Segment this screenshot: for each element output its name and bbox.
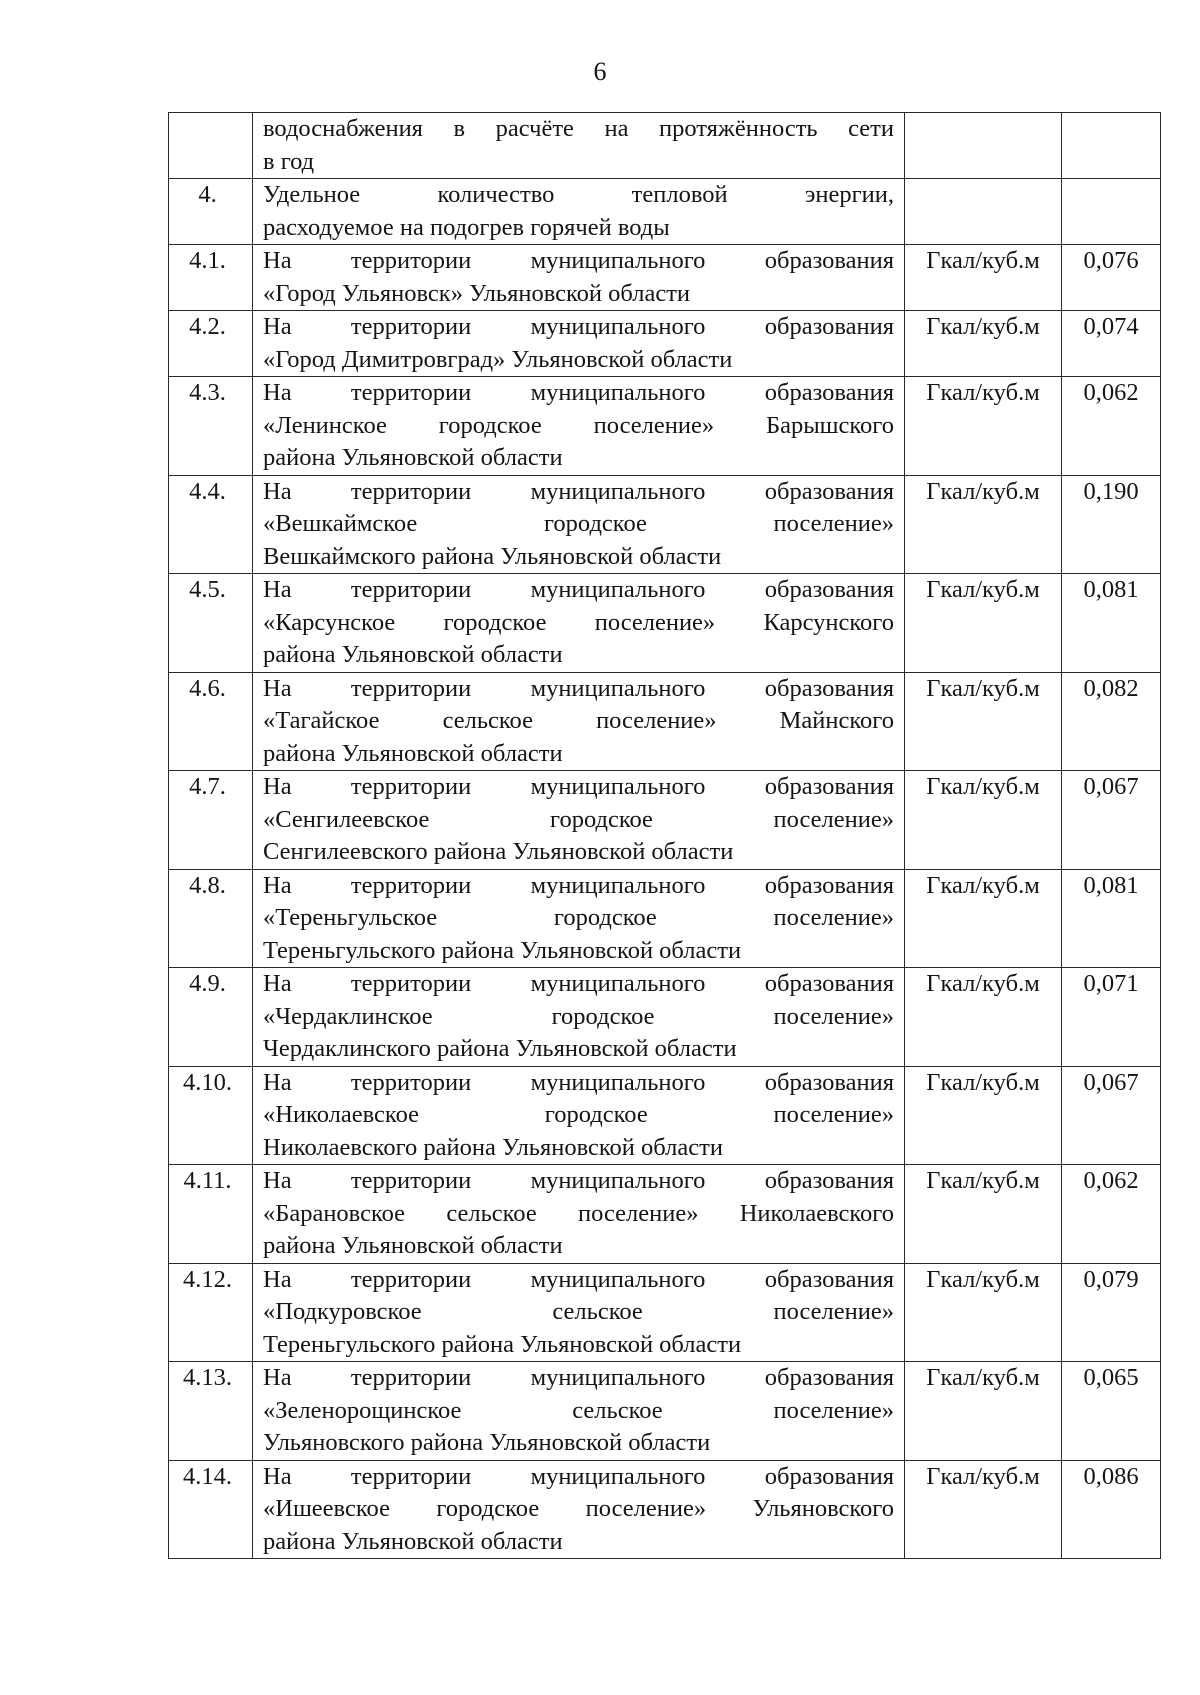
table-row	[169, 1362, 1161, 1461]
row-value: 0,065	[1062, 1362, 1161, 1461]
row-unit	[905, 113, 1062, 179]
description-line: Ульяновского района Ульяновской области	[263, 1429, 711, 1456]
page-number: 6	[593, 57, 607, 86]
row-description	[253, 475, 905, 574]
description-line: На территории муниципального образования	[263, 1265, 894, 1293]
description-line: «Подкуровское сельское поселение»	[263, 1298, 894, 1325]
row-description	[253, 1165, 905, 1264]
description-line: На территории муниципального образования	[263, 247, 894, 274]
row-number: 4.1.	[169, 245, 253, 311]
description-line: Тереньгульского района Ульяновской области	[263, 1330, 742, 1358]
description-line: в год	[263, 147, 315, 175]
row-description	[253, 179, 905, 245]
description-line: «Тагайское сельское поселение» Майнского	[263, 707, 894, 734]
row-description	[253, 1066, 905, 1165]
row-value: 0,062	[1062, 1165, 1161, 1264]
row-unit	[905, 179, 1062, 245]
row-value: 0,086	[1062, 1460, 1161, 1559]
row-unit: Гкал/куб.м	[905, 377, 1062, 476]
description-line: района Ульяновской области	[263, 444, 563, 471]
row-description	[253, 672, 905, 771]
table-row	[169, 245, 1161, 311]
description-line: «Город Ульяновск» Ульяновской области	[263, 279, 691, 307]
description-line: Сенгилеевского района Ульяновской области	[263, 838, 734, 865]
table-row	[169, 1460, 1161, 1559]
row-number: 4.14.	[169, 1460, 253, 1559]
norms-table-body	[169, 113, 1161, 1559]
table-row	[169, 968, 1161, 1067]
row-number: 4.3.	[169, 377, 253, 476]
row-unit: Гкал/куб.м	[905, 968, 1062, 1067]
description-line: На территории муниципального образования	[263, 773, 894, 800]
description-line: «Город Димитровград» Ульяновской области	[263, 345, 733, 373]
row-number: 4.5.	[169, 574, 253, 673]
row-value	[1062, 179, 1161, 245]
table-row	[169, 311, 1161, 377]
table-row	[169, 377, 1161, 476]
row-description	[253, 869, 905, 968]
description-line: Вешкаймского района Ульяновской области	[263, 542, 722, 570]
row-description	[253, 1362, 905, 1461]
description-line: «Вешкаймское городское поселение»	[263, 510, 894, 537]
description-line: Николаевского района Ульяновской области	[263, 1133, 723, 1161]
description-line: «Карсунское городское поселение» Карсунского	[263, 608, 894, 636]
row-description	[253, 1263, 905, 1362]
description-line: Чердаклинского района Ульяновской области	[263, 1035, 737, 1062]
row-number: 4.7.	[169, 771, 253, 870]
description-line: На территории муниципального образования	[263, 379, 894, 406]
description-line: водоснабжения в расчёте на протяжённость сети	[263, 115, 894, 142]
row-value: 0,081	[1062, 869, 1161, 968]
row-description	[253, 245, 905, 311]
row-number: 4.2.	[169, 311, 253, 377]
description-line: На территории муниципального образования	[263, 970, 894, 997]
description-line: Удельное количество тепловой энергии,	[263, 181, 894, 208]
row-value: 0,076	[1062, 245, 1161, 311]
row-value: 0,074	[1062, 311, 1161, 377]
row-unit: Гкал/куб.м	[905, 1165, 1062, 1264]
row-description	[253, 968, 905, 1067]
description-line: района Ульяновской области	[263, 1232, 563, 1259]
row-unit: Гкал/куб.м	[905, 771, 1062, 870]
description-line: «Барановское сельское поселение» Николаевского	[263, 1199, 894, 1227]
row-unit: Гкал/куб.м	[905, 1263, 1062, 1362]
table-row	[169, 1066, 1161, 1165]
description-line: На территории муниципального образования	[263, 1364, 894, 1391]
row-description	[253, 113, 905, 179]
table-row	[169, 869, 1161, 968]
row-unit: Гкал/куб.м	[905, 1362, 1062, 1461]
description-line: На территории муниципального образования	[263, 477, 894, 505]
table-row	[169, 1165, 1161, 1264]
row-value: 0,071	[1062, 968, 1161, 1067]
description-line: На территории муниципального образования	[263, 674, 894, 702]
row-value: 0,190	[1062, 475, 1161, 574]
row-description	[253, 311, 905, 377]
description-line: «Чердаклинское городское поселение»	[263, 1002, 894, 1030]
row-number: 4.8.	[169, 869, 253, 968]
row-value: 0,062	[1062, 377, 1161, 476]
row-unit: Гкал/куб.м	[905, 245, 1062, 311]
row-number: 4.6.	[169, 672, 253, 771]
row-value: 0,079	[1062, 1263, 1161, 1362]
table-row	[169, 672, 1161, 771]
description-line: расходуемое на подогрев горячей воды	[263, 213, 670, 241]
row-unit: Гкал/куб.м	[905, 574, 1062, 673]
description-line: «Зеленорощинское сельское поселение»	[263, 1396, 894, 1424]
row-number: 4.10.	[169, 1066, 253, 1165]
row-unit: Гкал/куб.м	[905, 869, 1062, 968]
description-line: На территории муниципального образования	[263, 313, 894, 340]
row-description	[253, 771, 905, 870]
table-row	[169, 113, 1161, 179]
row-number: 4.13.	[169, 1362, 253, 1461]
row-unit: Гкал/куб.м	[905, 1460, 1062, 1559]
table-row	[169, 475, 1161, 574]
description-line: На территории муниципального образования	[263, 1167, 894, 1194]
row-description	[253, 377, 905, 476]
description-line: «Ленинское городское поселение» Барышского	[263, 411, 894, 439]
row-value: 0,067	[1062, 1066, 1161, 1165]
norms-table	[168, 112, 1161, 1559]
row-description	[253, 1460, 905, 1559]
row-description	[253, 574, 905, 673]
description-line: «Сенгилеевское городское поселение»	[263, 805, 894, 833]
description-line: На территории муниципального образования	[263, 1068, 894, 1096]
description-line: района Ульяновской области	[263, 739, 563, 767]
row-unit: Гкал/куб.м	[905, 475, 1062, 574]
row-unit: Гкал/куб.м	[905, 1066, 1062, 1165]
description-line: На территории муниципального образования	[263, 871, 894, 899]
row-number: 4.4.	[169, 475, 253, 574]
row-value	[1062, 113, 1161, 179]
row-unit: Гкал/куб.м	[905, 672, 1062, 771]
description-line: района Ульяновской области	[263, 1527, 563, 1555]
row-number: 4.11.	[169, 1165, 253, 1264]
table-row	[169, 574, 1161, 673]
row-number: 4.	[169, 179, 253, 245]
row-number	[169, 113, 253, 179]
table-row	[169, 1263, 1161, 1362]
row-value: 0,082	[1062, 672, 1161, 771]
description-line: На территории муниципального образования	[263, 576, 894, 603]
description-line: района Ульяновской области	[263, 641, 563, 668]
table-row	[169, 771, 1161, 870]
row-value: 0,067	[1062, 771, 1161, 870]
description-line: «Ишеевское городское поселение» Ульяновского	[263, 1495, 894, 1522]
row-value: 0,081	[1062, 574, 1161, 673]
description-line: «Тереньгульское городское поселение»	[263, 904, 894, 931]
table-row	[169, 179, 1161, 245]
description-line: «Николаевское городское поселение»	[263, 1101, 894, 1128]
row-number: 4.12.	[169, 1263, 253, 1362]
row-unit: Гкал/куб.м	[905, 311, 1062, 377]
row-number: 4.9.	[169, 968, 253, 1067]
description-line: Тереньгульского района Ульяновской области	[263, 936, 742, 964]
description-line: На территории муниципального образования	[263, 1462, 894, 1490]
